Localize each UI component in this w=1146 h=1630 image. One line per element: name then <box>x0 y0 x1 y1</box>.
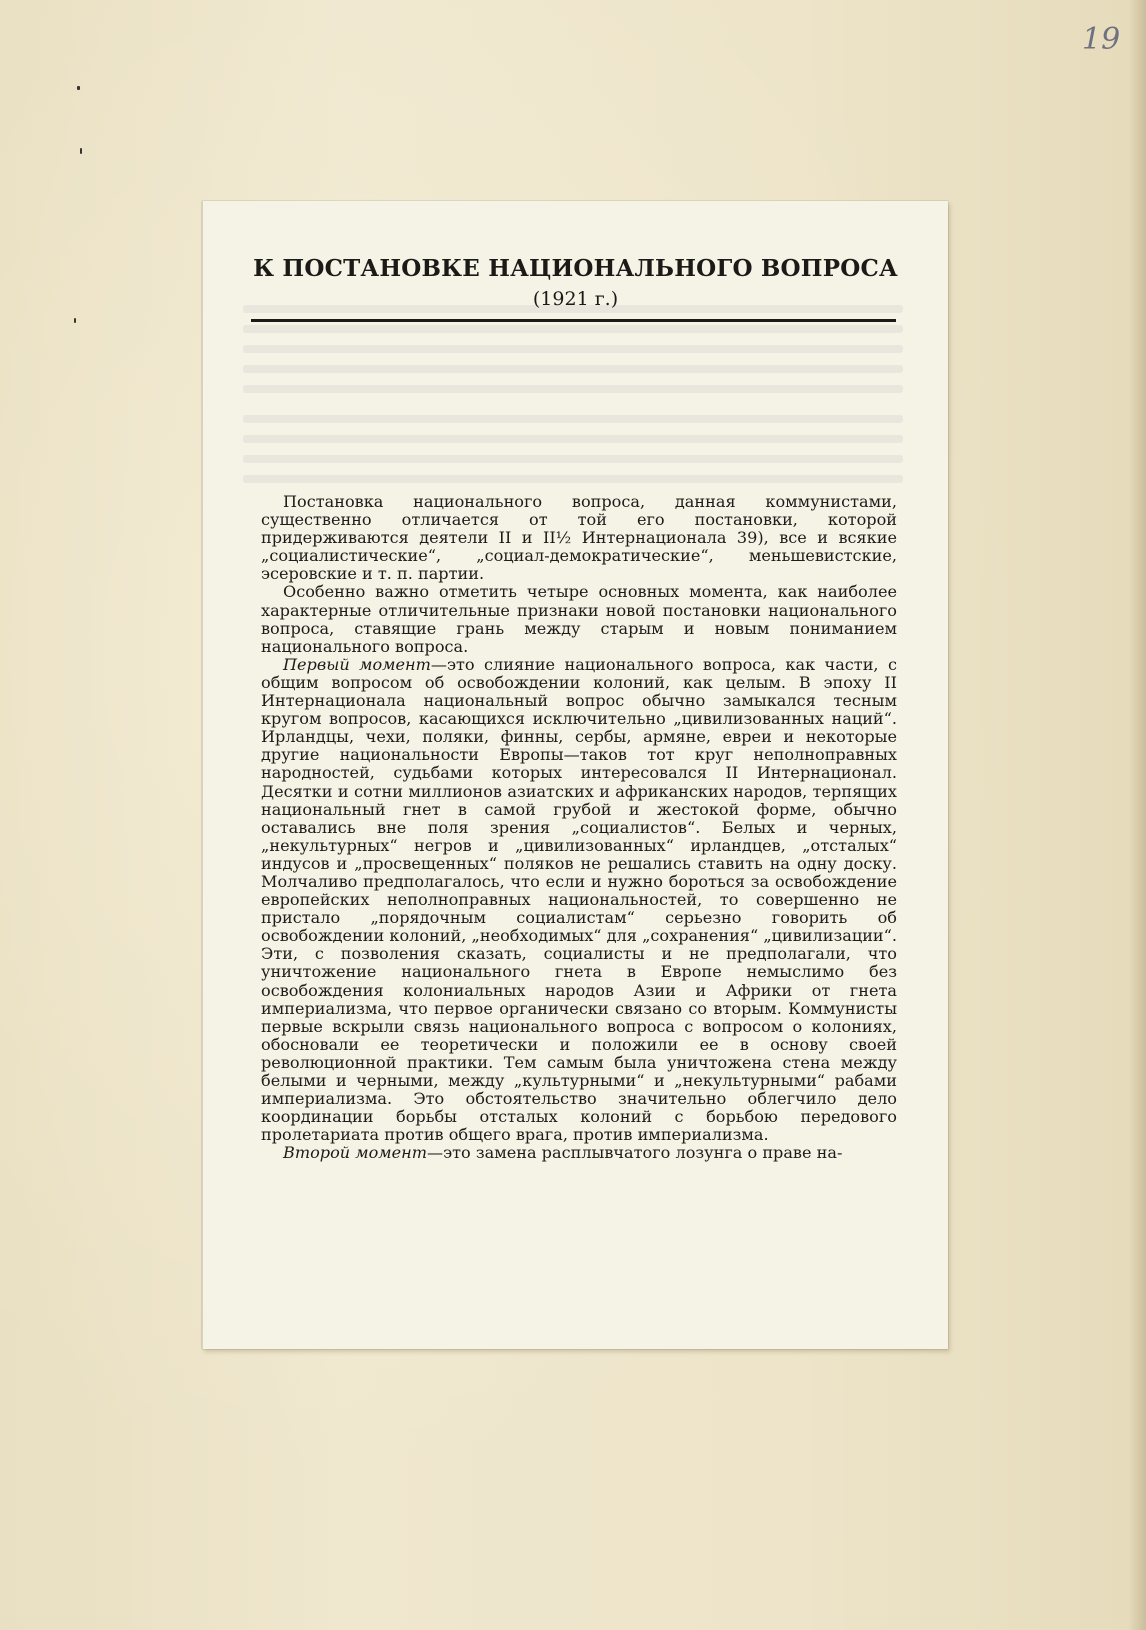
bleed-through-line <box>243 435 903 443</box>
paragraph-lead: Первый момент <box>283 654 431 674</box>
article-body <box>261 493 897 1162</box>
paper-speck <box>77 86 80 90</box>
newspaper-clipping <box>202 201 948 1349</box>
body-paragraph <box>261 583 897 655</box>
body-paragraph <box>261 493 897 583</box>
article-title: К ПОСТАНОВКЕ НАЦИОНАЛЬНОГО ВОПРОСА <box>253 255 898 282</box>
sheet-edge-shadow <box>1128 0 1146 1630</box>
paper-speck <box>80 148 82 154</box>
paragraph-lead: Второй момент <box>283 1143 428 1163</box>
bleed-through-line <box>243 385 903 393</box>
paragraph-text: Особенно важно отметить четыре основных момента, как наиболее характерные отличительные признаки новой постановки национального вопроса, ставящие грань между старым и новым пониманием национального вопроса. <box>261 582 897 656</box>
bleed-through-line <box>243 325 903 333</box>
bleed-through-line <box>243 475 903 483</box>
paper-speck <box>74 318 76 323</box>
paragraph-text: Постановка национального вопроса, данная коммунистами, существенно отличается от той его постановки, которой придерживаются деятели II и II½ Интернационала 39), все и всякие „социалистические“, „социал-демократические“, меньшевистские, эсеровские и т. п. партии. <box>261 492 897 584</box>
body-paragraph <box>261 656 897 1145</box>
bleed-through-line <box>243 415 903 423</box>
title-rule <box>251 319 896 322</box>
body-paragraph <box>261 1144 897 1162</box>
bleed-through-line <box>243 455 903 463</box>
bleed-through-line <box>243 365 903 373</box>
article-year: (1921 г.) <box>532 288 619 310</box>
archive-page-number: 19 <box>1082 22 1121 57</box>
paragraph-text: —это слияние национального вопроса, как части, с общим вопросом об освобождении колоний, как целым. В эпоху II Интернационала национальный вопрос обычно замыкался тесным кругом вопросов, касающихся исключительно „цивилизованных наций“. Ирландцы, чехи, поляки, финны, сербы, армяне, евреи и некоторые другие национальности Европы—таков тот круг неполноправных народностей, судьбами которых интересовался II Интернационал. Десятки и сотни миллионов азиатских и африканских народов, терпящих национальный гнет в самой грубой и жестокой форме, обычно оставались вне поля зрения „социалистов“. Белых и черных, „некультурных“ негров и „цивилизованных“ ирландцев, „отсталых“ индусов и „просвещенных“ поляков не решались ставить на одну доску. Молчаливо предполагалось, что если и нужно бороться за освобождение европейских неполноправных национальностей, то совершенно не пристало „порядочным социалистам“ серьезно говорить об освобождении колоний, „необходимых“ для „сохранения“ „цивилизации“. Эти, с позволения сказать, социалисты и не предполагали, что уничтожение национального гнета в Европе немыслимо без освобождения колониальных народов Азии и Африки от гнета империализма, что первое органически связано со вторым. Коммунисты первые вскрыли связь национального вопроса с вопросом о колониях, обосновали ее теоретически и положили ее в основу своей революционной практики. Тем самым была уничтожена стена между белыми и черными, между „культурными“ и „некультурными“ рабами империализма. Это обстоятельство значительно облегчило дело координации борьбы отсталых колоний с борьбою передового пролетариата против общего врага, против империализма. <box>261 654 897 1145</box>
bleed-through-line <box>243 345 903 353</box>
paragraph-text: —это замена расплывчатого лозунга о праве на- <box>427 1143 843 1163</box>
